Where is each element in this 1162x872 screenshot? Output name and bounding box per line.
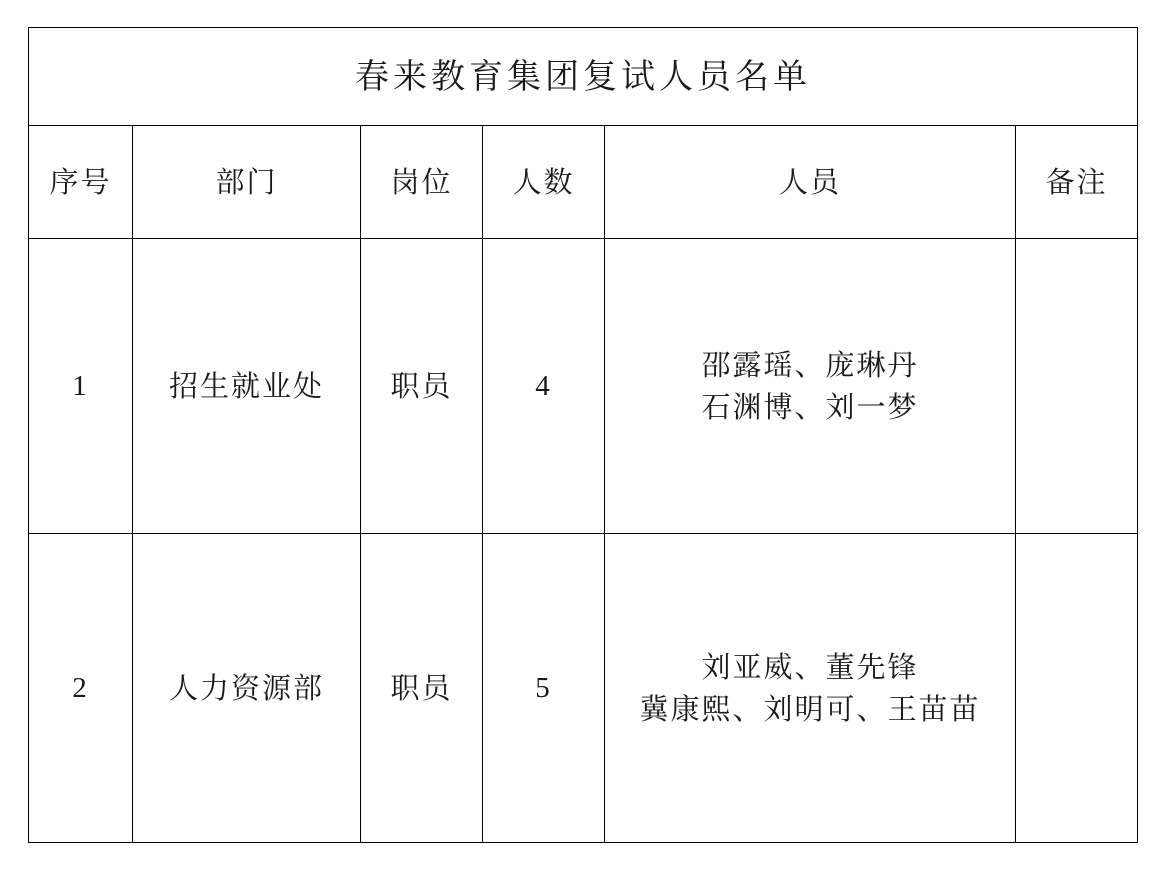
header-index: 序号 [29,126,133,239]
row-index-cell: 1 [29,239,133,534]
people-line: 邵露瑶、庞琳丹 [701,348,919,382]
header-row [29,126,1138,239]
row-remarks-cell [1016,239,1138,534]
table-title: 春来教育集团复试人员名单 [29,28,1138,126]
header-remarks: 备注 [1016,126,1138,239]
row-people-cell [605,239,1016,534]
table-row [29,239,1138,534]
row-department-cell: 招生就业处 [133,239,361,534]
header-position: 岗位 [361,126,483,239]
row-people-cell [605,534,1016,843]
header-people: 人员 [605,126,1016,239]
people-line: 石渊博、刘一梦 [701,390,919,424]
candidate-list-table [28,27,1138,843]
row-index-cell: 2 [29,534,133,843]
row-department-cell: 人力资源部 [133,534,361,843]
title-row [29,28,1138,126]
row-count-cell: 4 [483,239,605,534]
row-position-cell: 职员 [361,239,483,534]
row-count-cell: 5 [483,534,605,843]
table-row [29,534,1138,843]
people-line: 刘亚威、董先锋 [701,650,919,684]
people-line: 冀康熙、刘明可、王苗苗 [639,692,981,726]
header-department: 部门 [133,126,361,239]
row-position-cell: 职员 [361,534,483,843]
header-count: 人数 [483,126,605,239]
row-remarks-cell [1016,534,1138,843]
